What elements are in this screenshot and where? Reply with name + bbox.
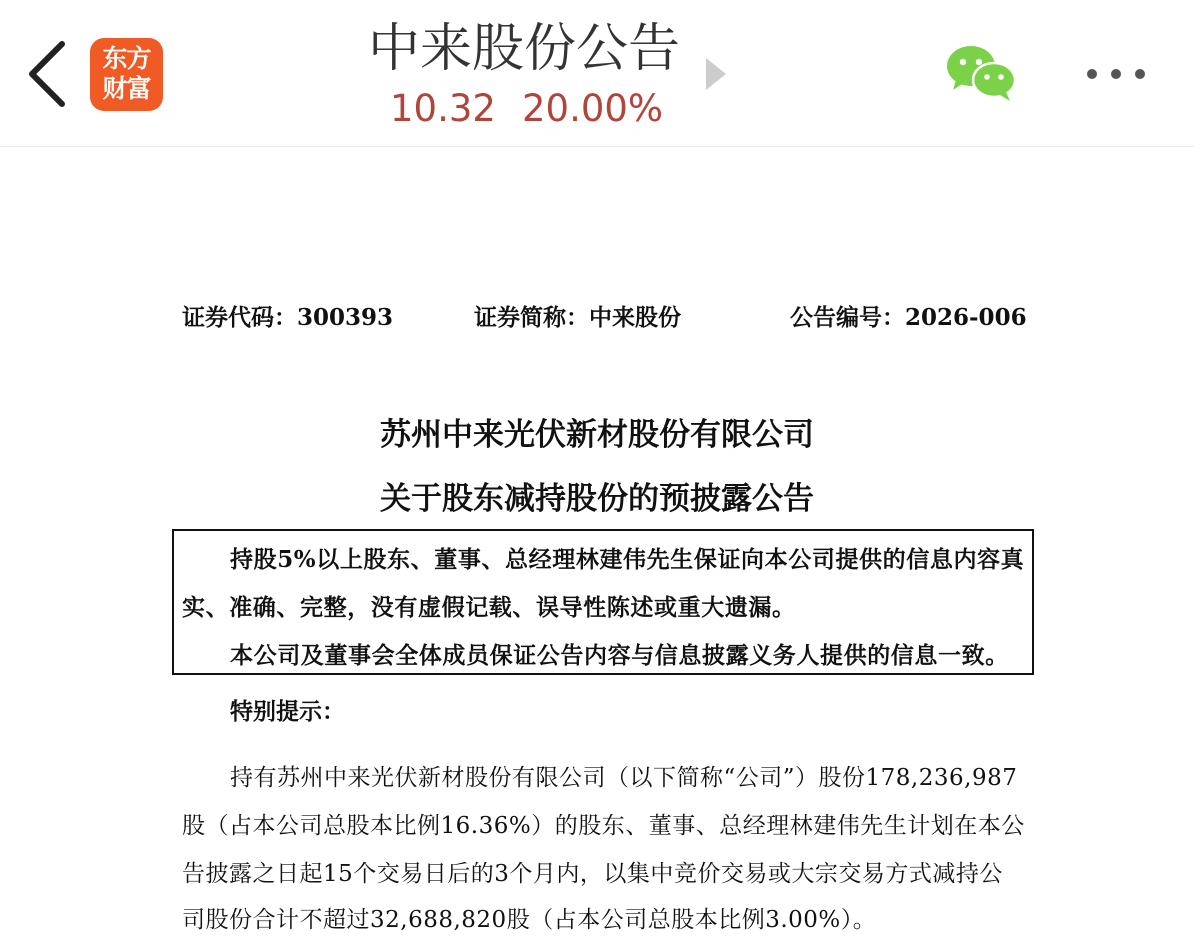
announcement-document: [0, 147, 1194, 946]
security-code: 证券代码：300393: [182, 304, 394, 331]
statement-line-3: 本公司及董事会全体成员保证公告内容与信息披露义务人提供的信息一致。: [230, 642, 1009, 669]
logo-text-line1: 东方: [102, 44, 151, 73]
paragraph-line-3: 告披露之日起15个交易日后的3个月内，以集中竞价交易或大宗交易方式减持公: [182, 861, 1003, 887]
stock-price: 10.32: [390, 87, 496, 130]
more-options-button[interactable]: [1084, 58, 1148, 90]
stock-change-percent: 20.00%: [522, 87, 664, 130]
triangle-right-icon[interactable]: [706, 58, 726, 90]
company-title: 苏州中来光伏新材股份有限公司: [380, 417, 814, 453]
paragraph-line-4: 司股份合计不超过32,688,820股（占本公司总股本比例3.00%）。: [182, 907, 877, 933]
stock-title-block[interactable]: [300, 14, 740, 134]
notice-title: 关于股东减持股份的预披露公告: [380, 481, 814, 517]
statement-line-2: 实、准确、完整，没有虚假记载、误导性陈述或重大遗漏。: [182, 594, 796, 621]
announcement-number: 公告编号：2026-006: [790, 304, 1027, 331]
logo-text-line2: 财富: [102, 74, 151, 103]
wechat-share-button[interactable]: [944, 42, 1018, 104]
top-navigation-bar: [0, 0, 1194, 147]
paragraph-line-1: 持有苏州中来光伏新材股份有限公司（以下简称“公司”）股份178,236,987: [230, 765, 1018, 791]
more-dots-icon: [1084, 58, 1148, 90]
paragraph-line-2: 股（占本公司总股本比例16.36%）的股东、董事、总经理林建伟先生计划在本公: [182, 813, 1025, 839]
back-button[interactable]: [22, 38, 72, 110]
wechat-icon: [944, 42, 1018, 104]
eastmoney-logo: [90, 38, 163, 111]
page-title: 中来股份公告: [368, 19, 681, 79]
chevron-left-icon: [22, 38, 72, 110]
statement-line-1: 持股5%以上股东、董事、总经理林建伟先生保证向本公司提供的信息内容真: [230, 546, 1025, 573]
special-tip-title: 特别提示：: [230, 698, 345, 725]
security-short-name: 证券简称：中来股份: [474, 304, 681, 331]
